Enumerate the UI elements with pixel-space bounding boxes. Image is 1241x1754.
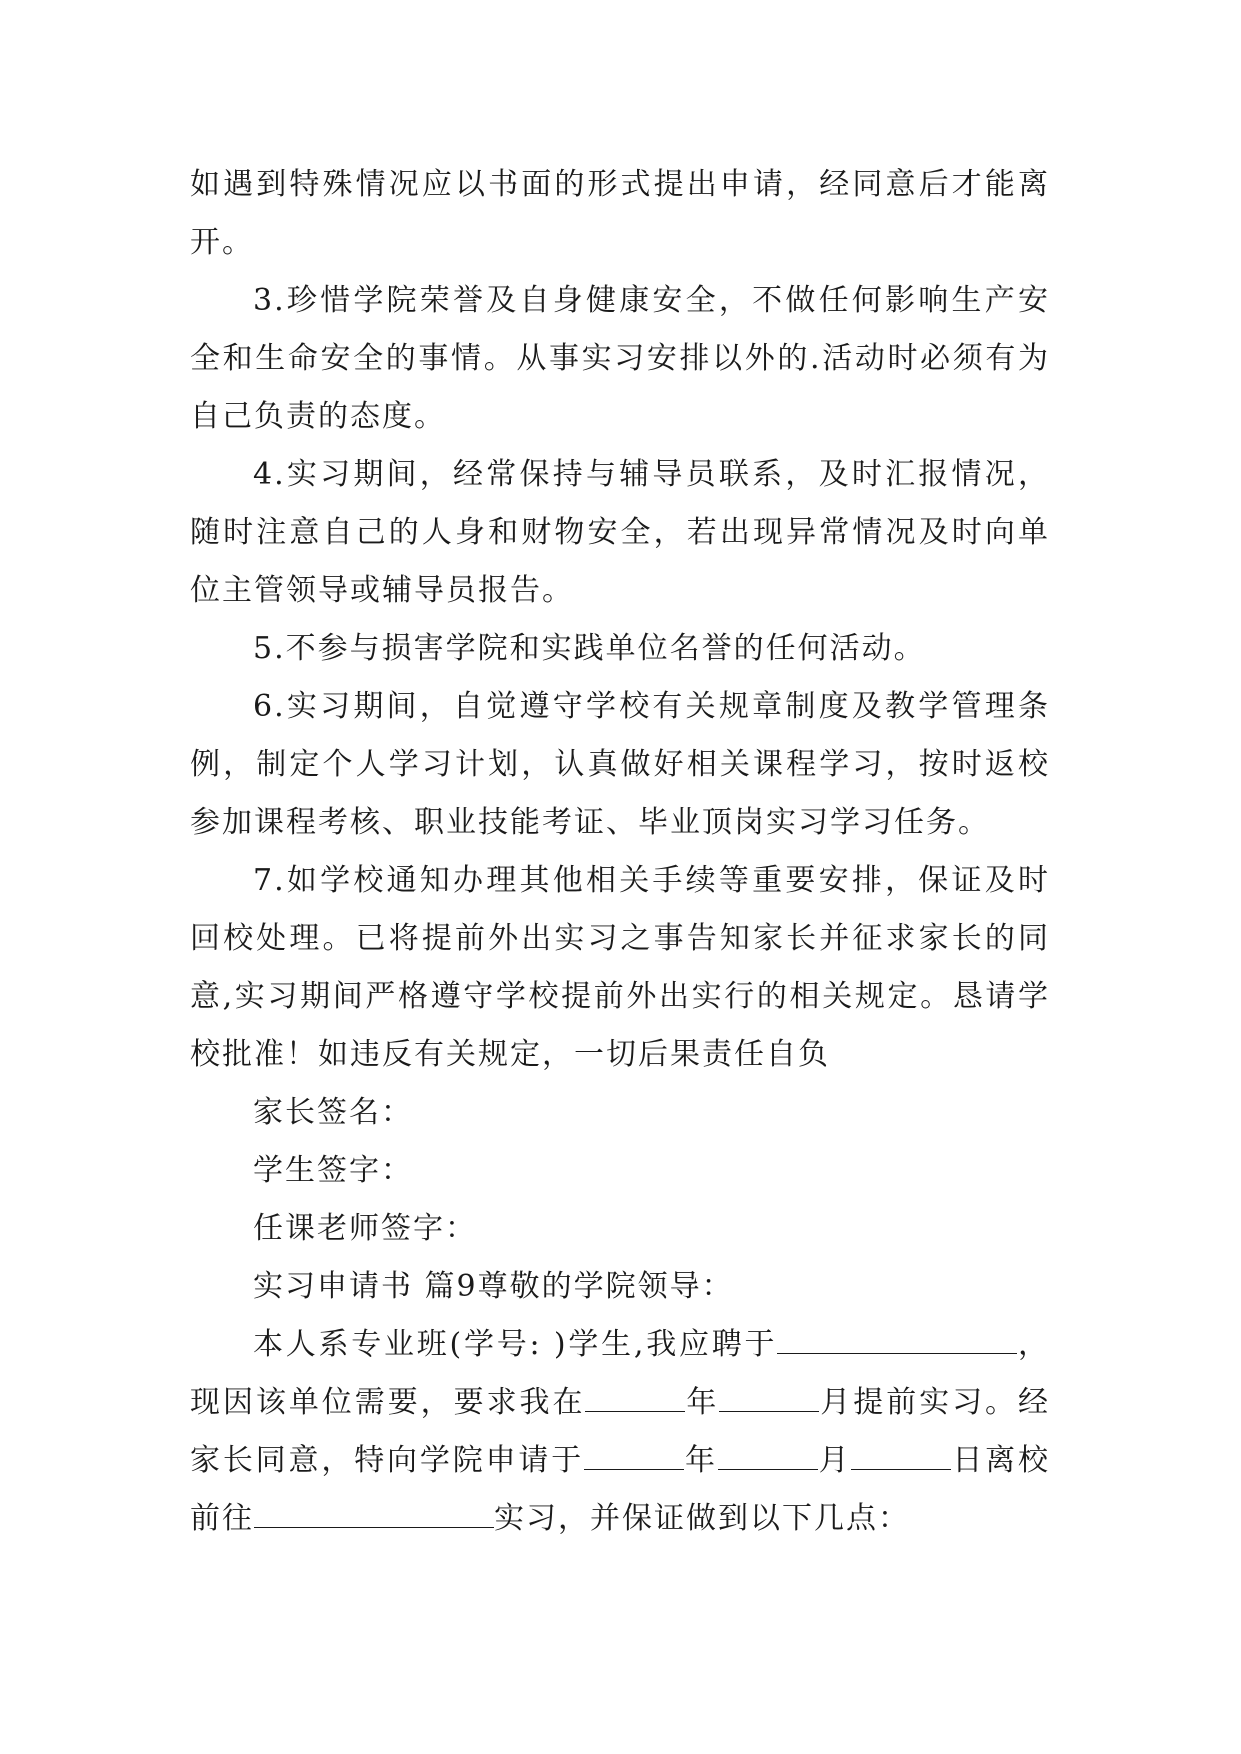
item-4-paragraph: 4.实习期间，经常保持与辅导员联系，及时汇报情况，随时注意自己的人身和财物安全，若出现异常情况及时向单位主管领导或辅导员报告。 [190, 457, 1050, 608]
application-text-2: ，现因该单位需要，要求我在 [190, 1327, 1051, 1420]
year-blank-1 [585, 1381, 685, 1412]
continuation-paragraph: 如遇到特殊情况应以书面的形式提出申请，经同意后才能离开。 [190, 167, 1050, 260]
item-3-paragraph: 3.珍惜学院荣誉及自身健康安全，不做任何影响生产安全和生命安全的事情。从事实习安排以外的.活动时必须有为自己负责的态度。 [190, 283, 1050, 434]
year-blank-2 [584, 1439, 684, 1470]
document-body [190, 156, 1050, 1548]
month-blank-2 [718, 1439, 818, 1470]
application-text-5: 年 [684, 1443, 718, 1478]
month-blank-1 [719, 1381, 819, 1412]
student-signature-label: 学生签字： [253, 1153, 413, 1188]
parent-signature-label: 家长签名： [253, 1095, 413, 1130]
application-text-7: 日离校前往 [190, 1443, 1051, 1536]
employer-blank [777, 1323, 1017, 1354]
item-6-paragraph: 6.实习期间，自觉遵守学校有关规章制度及教学管理条例，制定个人学习计划，认真做好相关课程学习，按时返校参加课程考核、职业技能考证、毕业顶岗实习学习任务。 [190, 689, 1050, 840]
day-blank [851, 1439, 951, 1470]
destination-blank [254, 1497, 494, 1528]
item-5-paragraph: 5.不参与损害学院和实践单位名誉的任何活动。 [253, 631, 926, 666]
application-text-1: 本人系专业班(学号: )学生,我应聘于 [253, 1327, 778, 1362]
application-text-4: 月提前实习。经家长同意，特向学院申请于 [190, 1385, 1051, 1478]
application-text-3: 年 [685, 1385, 720, 1420]
section-heading: 实习申请书 篇9尊敬的学院领导： [253, 1269, 734, 1304]
application-text-6: 月 [817, 1443, 852, 1478]
item-7-paragraph: 7.如学校通知办理其他相关手续等重要安排，保证及时回校处理。已将提前外出实习之事告知家长并征求家长的同意,实习期间严格遵守学校提前外出实行的相关规定。恳请学校批准！如违反有关规定，一切后果责任自负 [190, 863, 1050, 1072]
teacher-signature-label: 任课老师签字： [253, 1211, 477, 1246]
application-paragraph [190, 1316, 1050, 1548]
application-text-8: 实习，并保证做到以下几点： [494, 1501, 910, 1536]
